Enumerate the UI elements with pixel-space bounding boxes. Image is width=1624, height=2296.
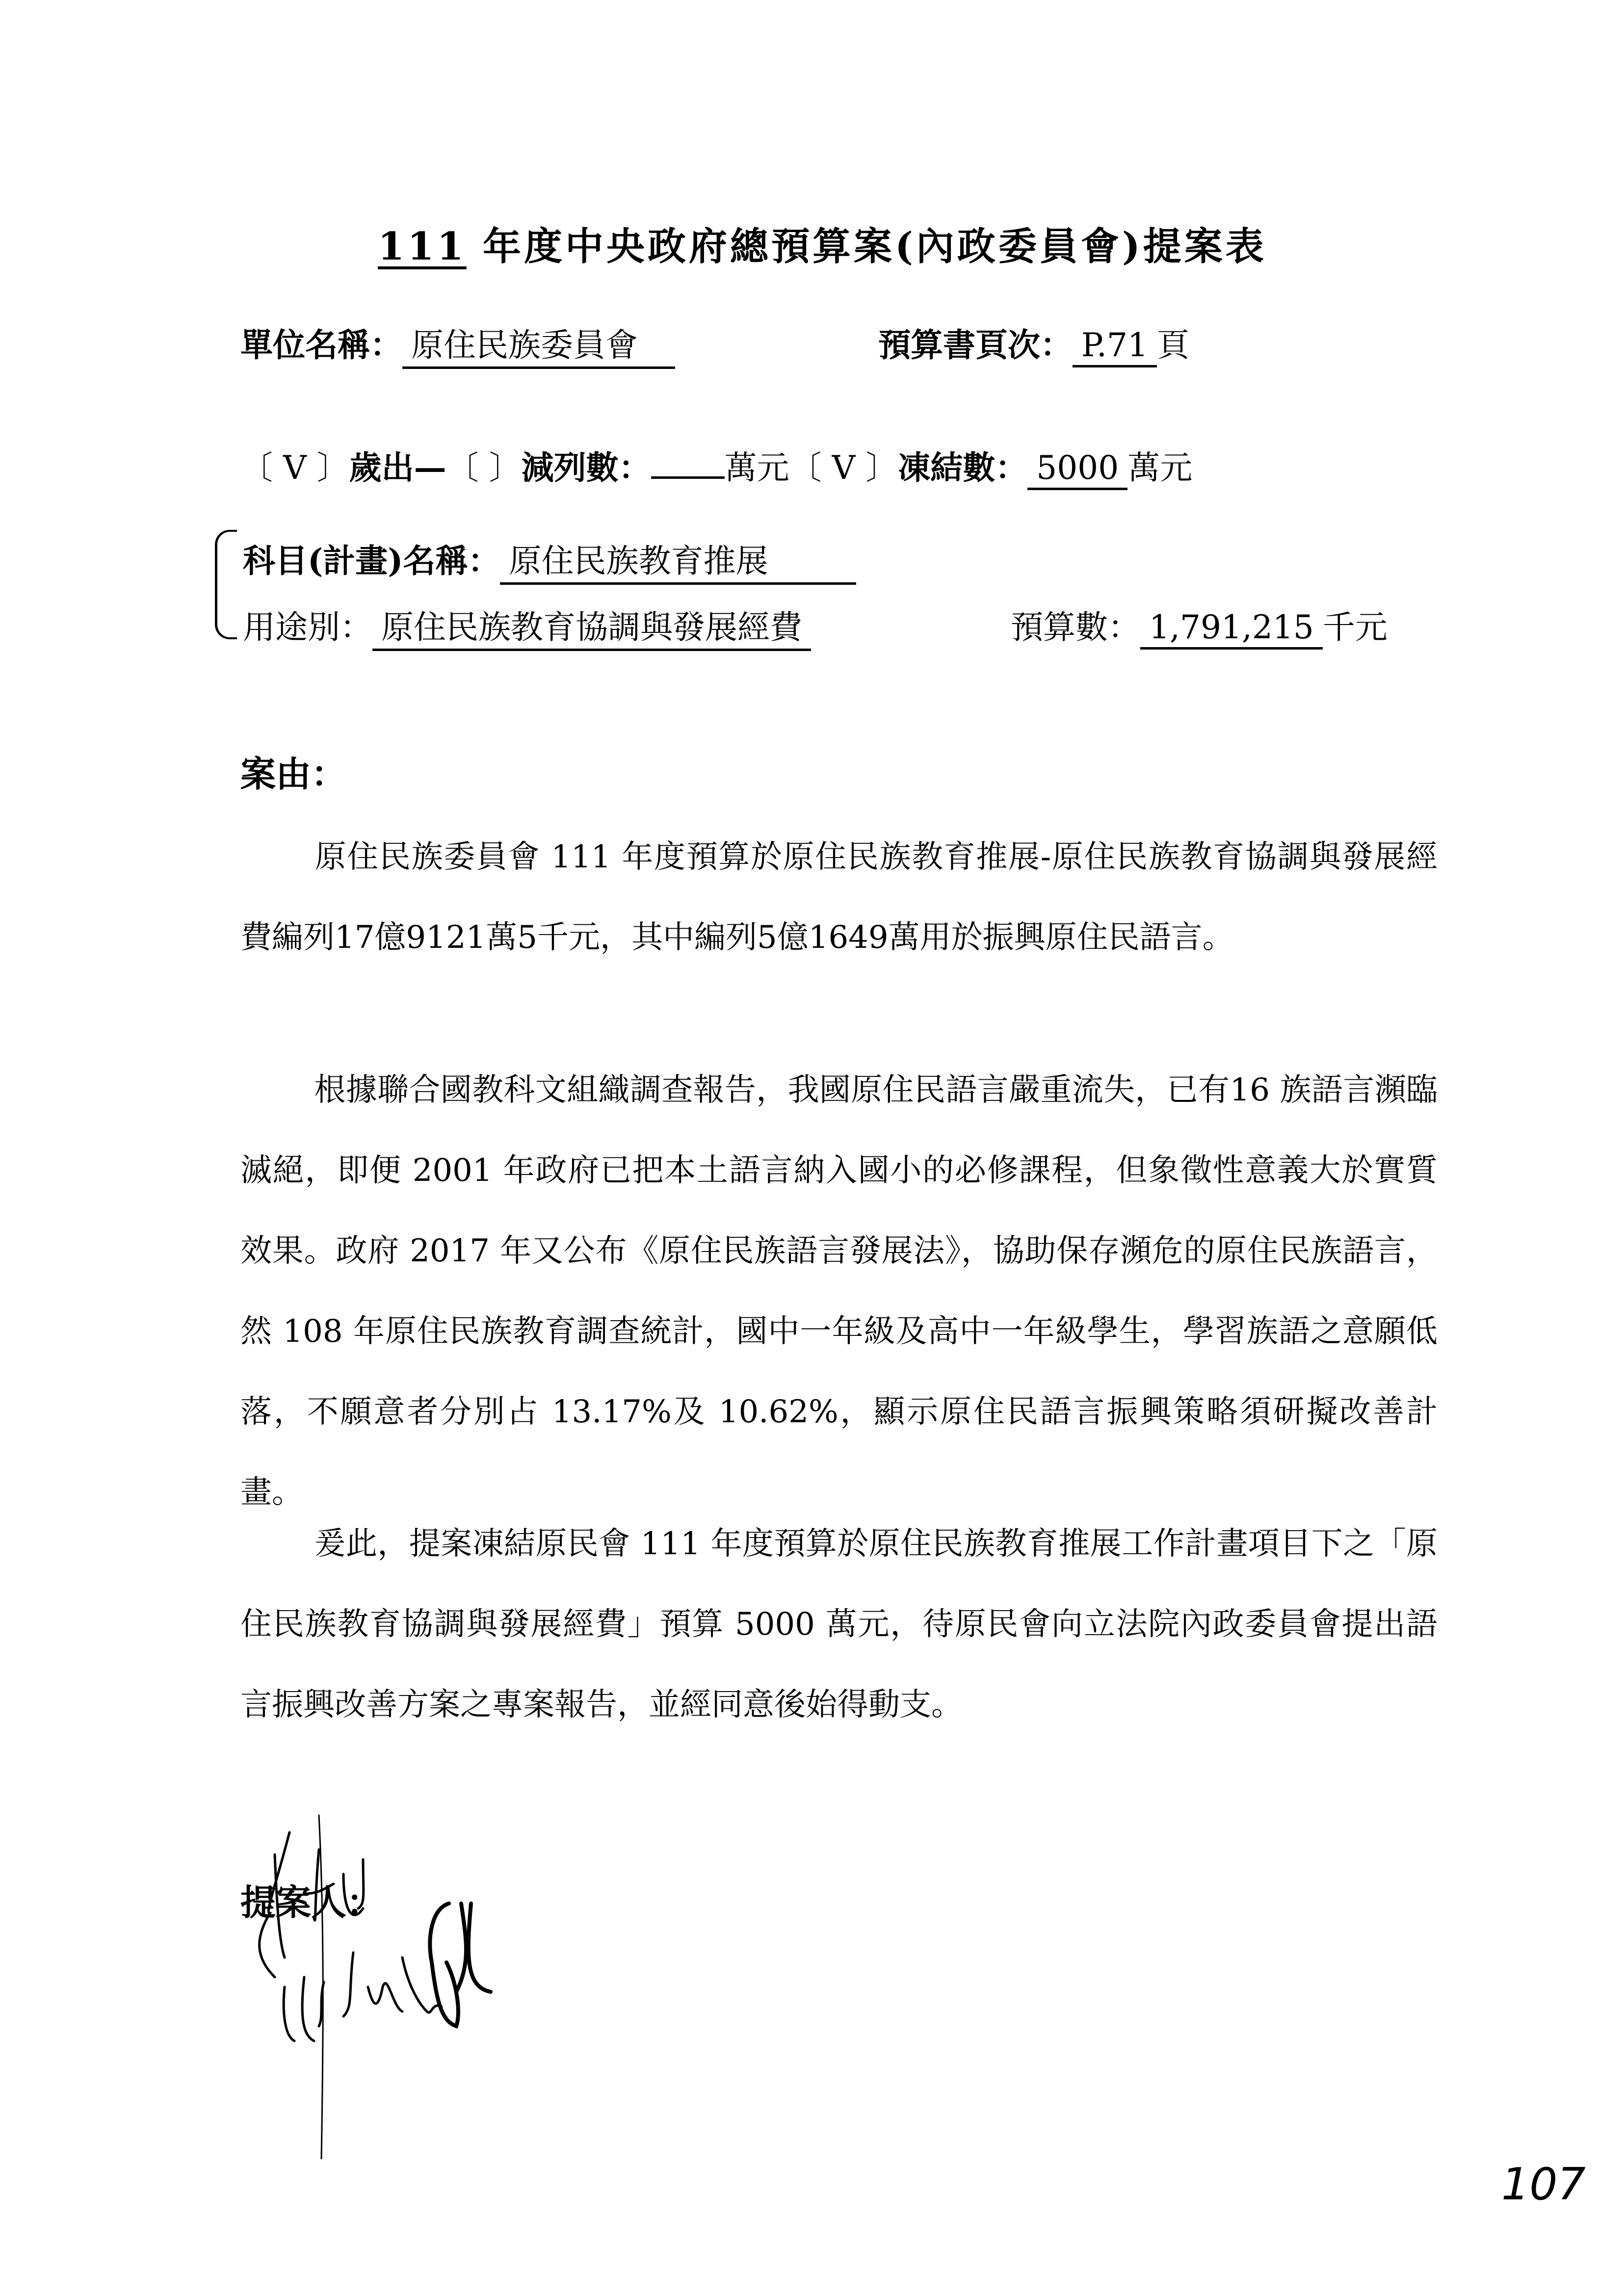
reduce-unit: 萬元: [724, 449, 789, 487]
page-ref-value: P.71: [1073, 326, 1157, 367]
subject-value: 原住民族教育推展: [500, 535, 856, 585]
page-number: 107: [1501, 2159, 1586, 2210]
subject-label: 科目(計畫)名稱：: [243, 542, 500, 580]
budget-label: 預算數：: [1011, 608, 1140, 646]
unit-label: 單位名稱：: [240, 326, 402, 364]
proposer-label: 提案人：: [240, 1881, 382, 1923]
reason-paragraph-3: 爰此，提案凍結原民會 111 年度預算於原住民族教育推展工作計畫項目下之「原住民族教育協調與發展經費」預算 5000 萬元，待原民會向立法院內政委員會提出語言振興改善方案之專案報告，並經同意後始得動支。: [240, 1526, 1438, 1723]
signature-2: [284, 1977, 324, 2041]
freeze-label: 凍結數：: [898, 448, 1028, 487]
usage-value: 原住民族教育協調與發展經費: [372, 601, 811, 651]
expense-checkbox[interactable]: 〔 V 〕: [240, 449, 349, 487]
budget-value: 1,791,215: [1140, 608, 1323, 650]
title-year: 111: [378, 224, 467, 269]
freeze-value: 5000: [1027, 449, 1127, 490]
freeze-checkbox[interactable]: 〔 V 〕: [789, 449, 898, 487]
reason-paragraph-2: 根據聯合國教科文組織調查報告，我國原住民語言嚴重流失，已有16 族語言瀕臨滅絕，即便 2001 年政府已把本土語言納入國小的必修課程，但象徵性意義大於實質效果。政府 2017 年又公布《原住民族語言發展法》，協助保存瀕危的原住民族語言，然 108 年原住民族教育調查統計，國中一年級及高中一年級學生，學習族語之意願低落，不願意者分別占 13.17%及 10.62%，顯示原住民語言振興策略須研擬改善計畫。: [240, 1072, 1438, 1511]
budget-unit: 千元: [1322, 608, 1388, 646]
page-ref-label: 預算書頁次：: [878, 326, 1073, 364]
reason-paragraph-1: 原住民族委員會 111 年度預算於原住民族教育推展-原住民族教育協調與發展經費編列17億9121萬5千元，其中編列5億1649萬用於振興原住民語言。: [240, 839, 1438, 956]
signature-1: [260, 1832, 364, 1977]
page-ref-suffix: 頁: [1157, 326, 1189, 364]
title-text: 年度中央政府總預算案(內政委員會)提案表: [482, 224, 1267, 269]
signature-3: [343, 1953, 442, 2016]
reason-heading: 案由：: [240, 753, 347, 795]
expense-label: 歲出—: [349, 448, 446, 487]
unit-value: 原住民族委員會: [402, 319, 675, 369]
usage-label: 用途別：: [243, 608, 372, 646]
reduce-checkbox[interactable]: 〔 〕: [446, 449, 522, 487]
freeze-unit: 萬元: [1127, 449, 1193, 487]
reduce-label: 減列數：: [521, 448, 651, 487]
signature-4: [430, 1904, 491, 2026]
